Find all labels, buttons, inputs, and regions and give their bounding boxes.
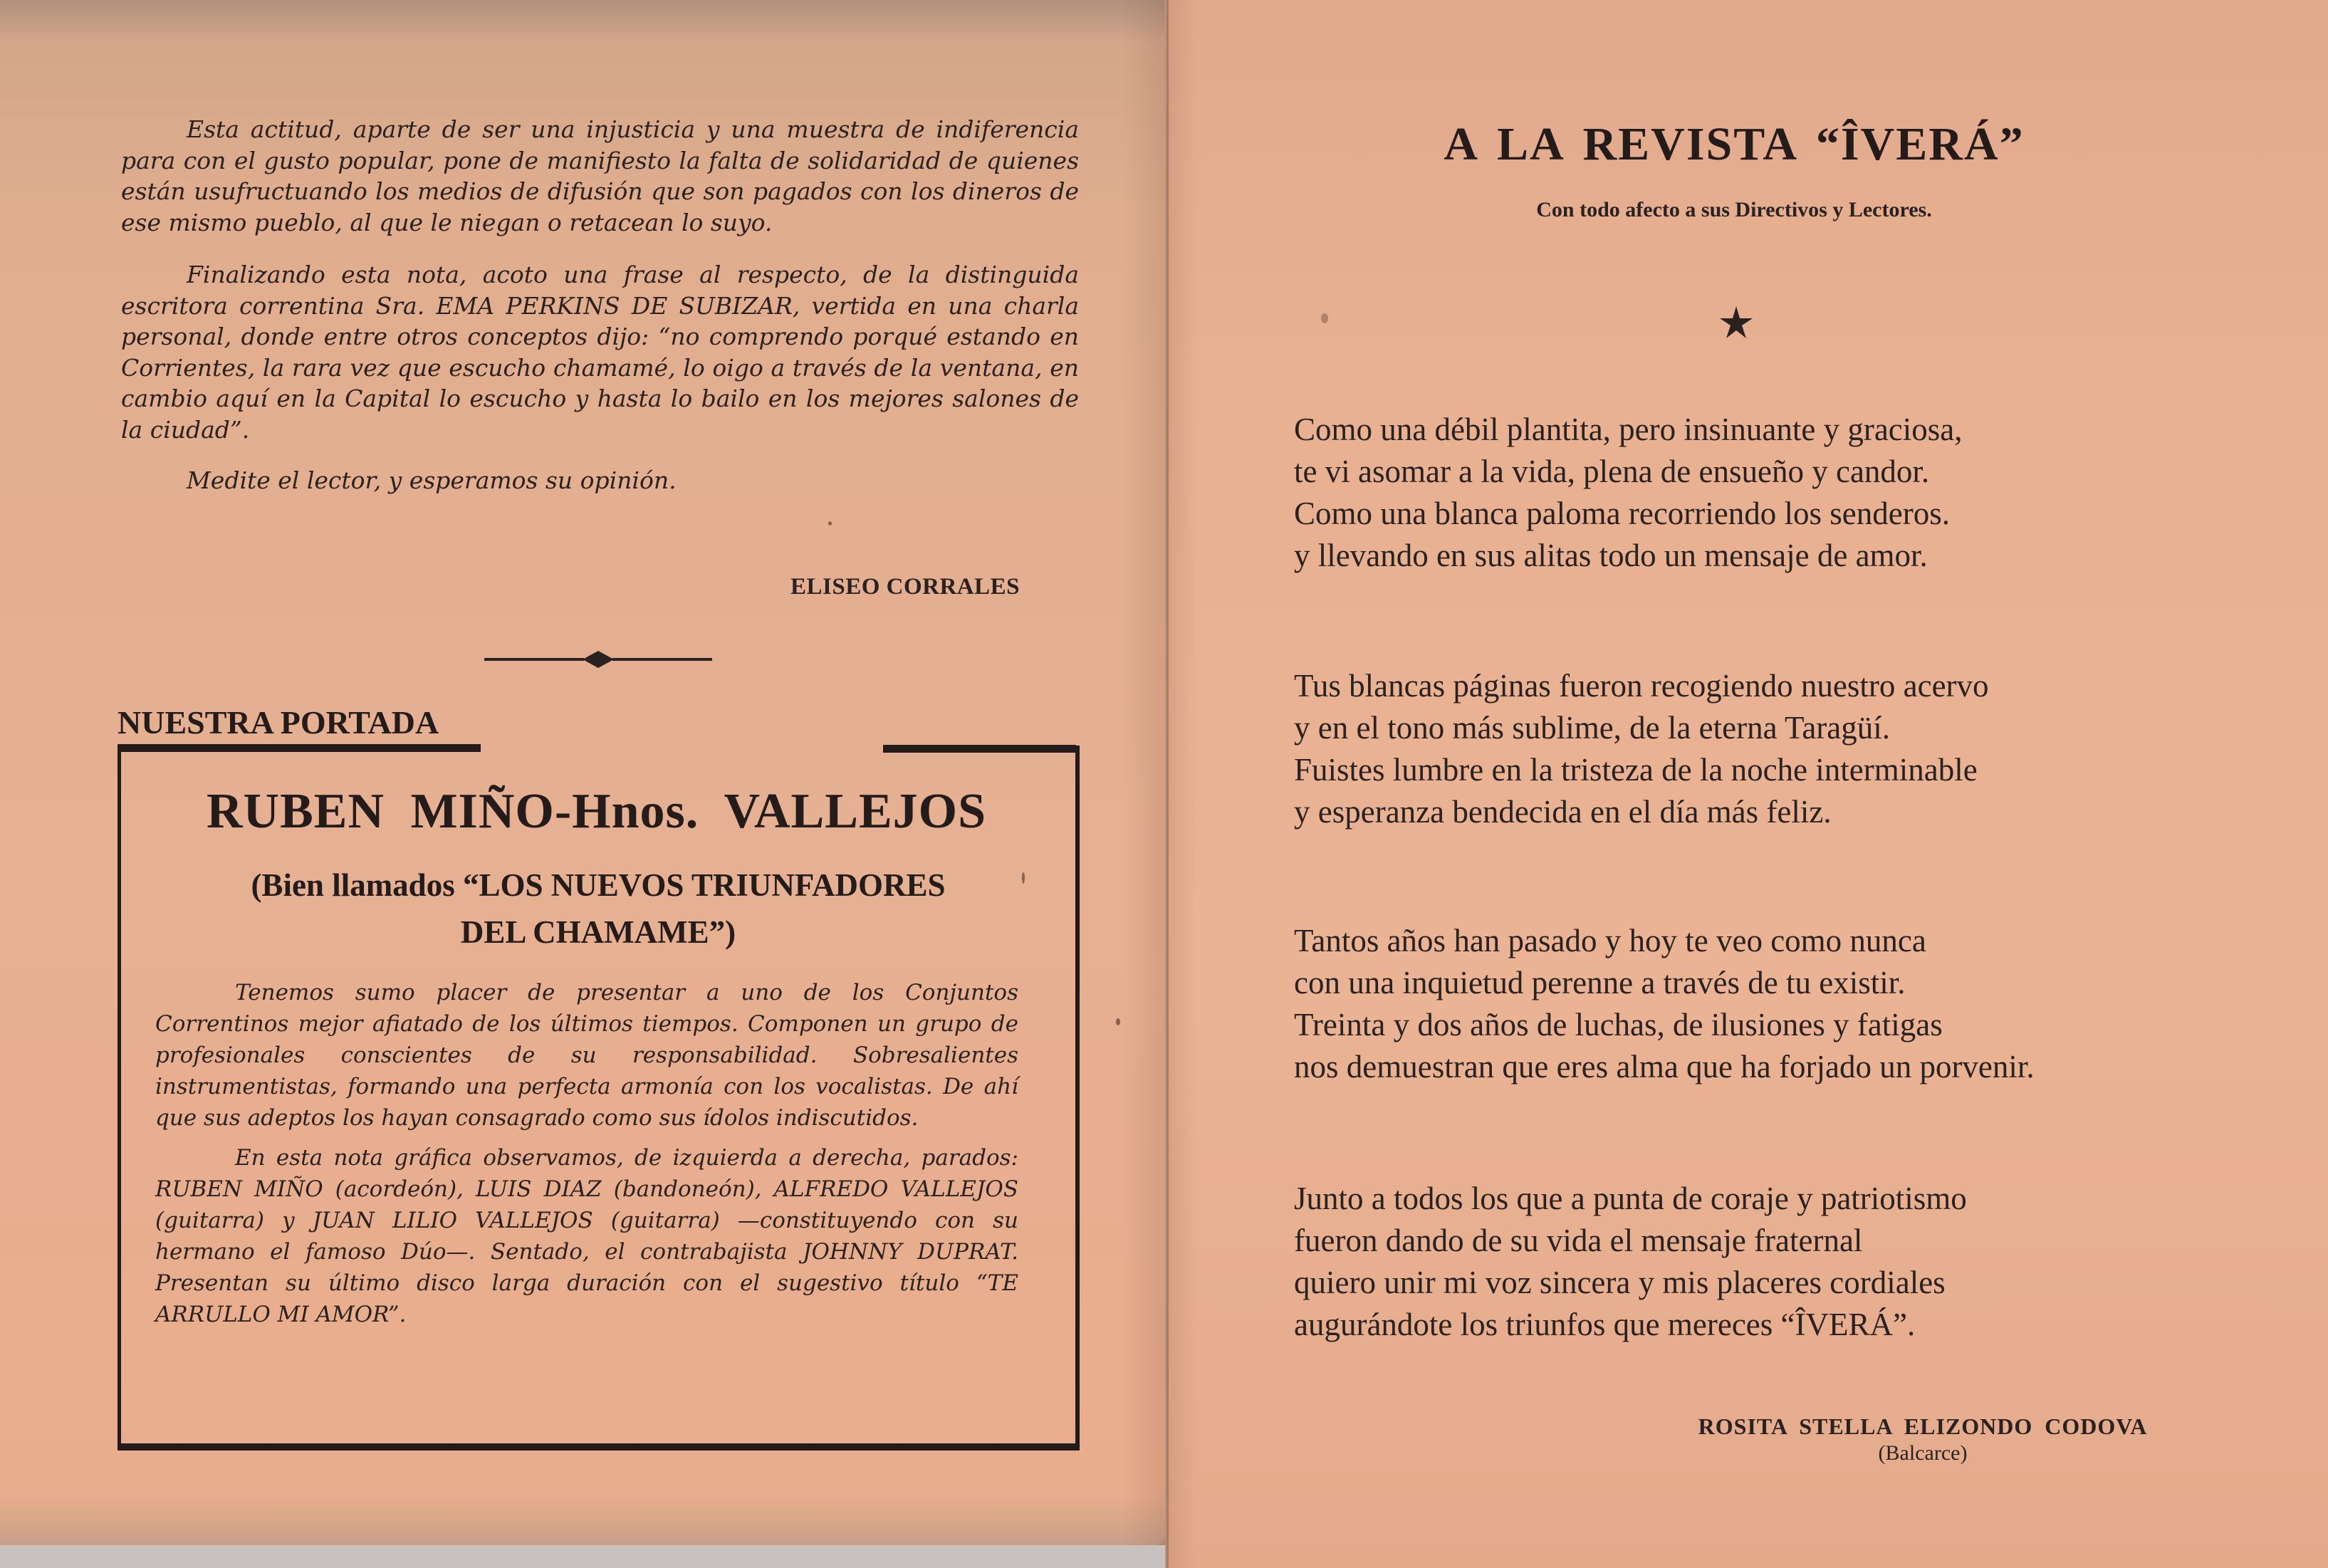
poem-dedication: Con todo afecto a sus Directivos y Lectores. — [1536, 198, 1932, 221]
box-top-border — [883, 745, 1076, 753]
portada-paragraph: Tenemos sumo placer de presentar a uno de los Conjuntos Correntinos mejor afiatado de los últimos tiempos. Componen un grupo de profesionales conscientes de su responsabilidad. Sobresalientes instrumentistas, formando una perfecta armonía con los vocalistas. De ahí que sus adeptos los hayan consagrado como sus ídolos indiscutidos. — [155, 980, 1018, 1131]
paper-speck — [1116, 1018, 1120, 1025]
poem-stanza — [1294, 409, 2220, 577]
poem-line: Tus blancas páginas fueron recogiendo nuestro acervo — [1294, 668, 1989, 704]
scan-background-strip — [0, 1545, 1165, 1568]
poem-line: Como una blanca paloma recorriendo los senderos. — [1294, 496, 1950, 531]
article-paragraph: Esta actitud, aparte de ser una injusticia y una muestra de indiferencia para con el gusto popular, pone de manifiesto la falta de solidaridad de quienes están usufructuando los medios de difusión que son pagados con los dineros de ese mismo pueblo, al que le niegan o retacean lo suyo. — [121, 115, 1079, 236]
article-body — [121, 114, 1079, 496]
poem-signature — [1638, 1413, 2208, 1465]
poem-title: A LA REVISTA “ÎVERÁ” — [1444, 118, 2025, 170]
poem-author-place: (Balcarce) — [1878, 1441, 1968, 1465]
poem-line: Junto a todos los que a punta de coraje y patriotismo — [1294, 1181, 1967, 1216]
poem-author: ROSITA STELLA ELIZONDO CODOVA — [1698, 1413, 2148, 1439]
poem-line: quiero unir mi voz sincera y mis placeres cordiales — [1294, 1265, 1946, 1300]
poem-line: Treinta y dos años de luchas, de ilusiones y fatigas — [1294, 1007, 1943, 1042]
box-top-border — [118, 744, 481, 752]
poem-stanza — [1294, 665, 2220, 833]
poem-line: y llevando en sus alitas todo un mensaje de amor. — [1294, 538, 1928, 573]
portada-subtitle-line: DEL CHAMAME”) — [460, 914, 736, 950]
poem-line: augurándote los triunfos que mereces “ÎVERÁ”. — [1294, 1307, 1916, 1342]
poem-line: te vi asomar a la vida, plena de ensueño y candor. — [1294, 454, 1930, 489]
portada-subtitle — [171, 862, 1025, 956]
poem-line: Fuistes lumbre en la tristeza de la noche interminable — [1294, 752, 1978, 788]
star-ornament-icon — [1718, 305, 1754, 340]
article-paragraph: Medite el lector, y esperamos su opinión. — [187, 466, 677, 494]
portada-paragraph: En esta nota gráfica observamos, de izquierda a derecha, parados: RUBEN MIÑO (acordeón), LUIS DIAZ (bandoneón), ALFREDO VALLEJOS (guitarra) y JUAN LILIO VALLEJOS (guitarra) —constituyendo con su hermano el famoso Dúo—. Sentado, el contrabajista JOHNNY DUPRAT. Presentan su último disco larga duración con el sugestivo título “TE ARRULLO MI AMOR”. — [155, 1145, 1018, 1327]
poem-line: y en el tono más sublime, de la eterna Taragüí. — [1294, 710, 1891, 746]
portada-body — [155, 977, 1018, 1330]
section-heading: NUESTRA PORTADA — [118, 704, 439, 741]
portada-title: RUBEN MIÑO-Hnos. VALLEJOS — [206, 784, 987, 839]
poem-line: fueron dando de su vida el mensaje fraternal — [1294, 1223, 1863, 1258]
paper-speck — [828, 521, 832, 526]
poem-stanza — [1294, 1178, 2220, 1346]
poem-line: nos demuestran que eres alma que ha forjado un porvenir. — [1294, 1049, 2035, 1084]
portada-subtitle-line: (Bien llamados “LOS NUEVOS TRIUNFADORES — [251, 867, 946, 903]
paper-speck — [1321, 313, 1328, 323]
paper-speck — [1022, 872, 1025, 884]
poem-line: y esperanza bendecida en el día más feliz. — [1294, 794, 1832, 830]
poem-line: Como una débil plantita, pero insinuante y graciosa, — [1294, 412, 1963, 447]
poem-stanza — [1294, 920, 2220, 1088]
article-author: ELISEO CORRALES — [790, 574, 1021, 600]
diamond-rule-ornament-icon — [484, 649, 712, 669]
poem-line: con una inquietud perenne a través de tu existir. — [1294, 965, 1906, 1000]
poem-line: Tantos años han pasado y hoy te veo como nunca — [1294, 923, 1926, 958]
article-paragraph: Finalizando esta nota, acoto una frase al respecto, de la distinguida escritora correntina Sra. EMA PERKINS DE SUBIZAR, vertida en una charla personal, donde entre otros conceptos dijo: “no comprendo porqué estando en Corrientes, la rara vez que escucho chamamé, lo oigo a través de la ventana, en cambio aquí en la Capital lo escucho y hasta lo bailo en los mejores salones de la ciudad”. — [121, 261, 1079, 444]
